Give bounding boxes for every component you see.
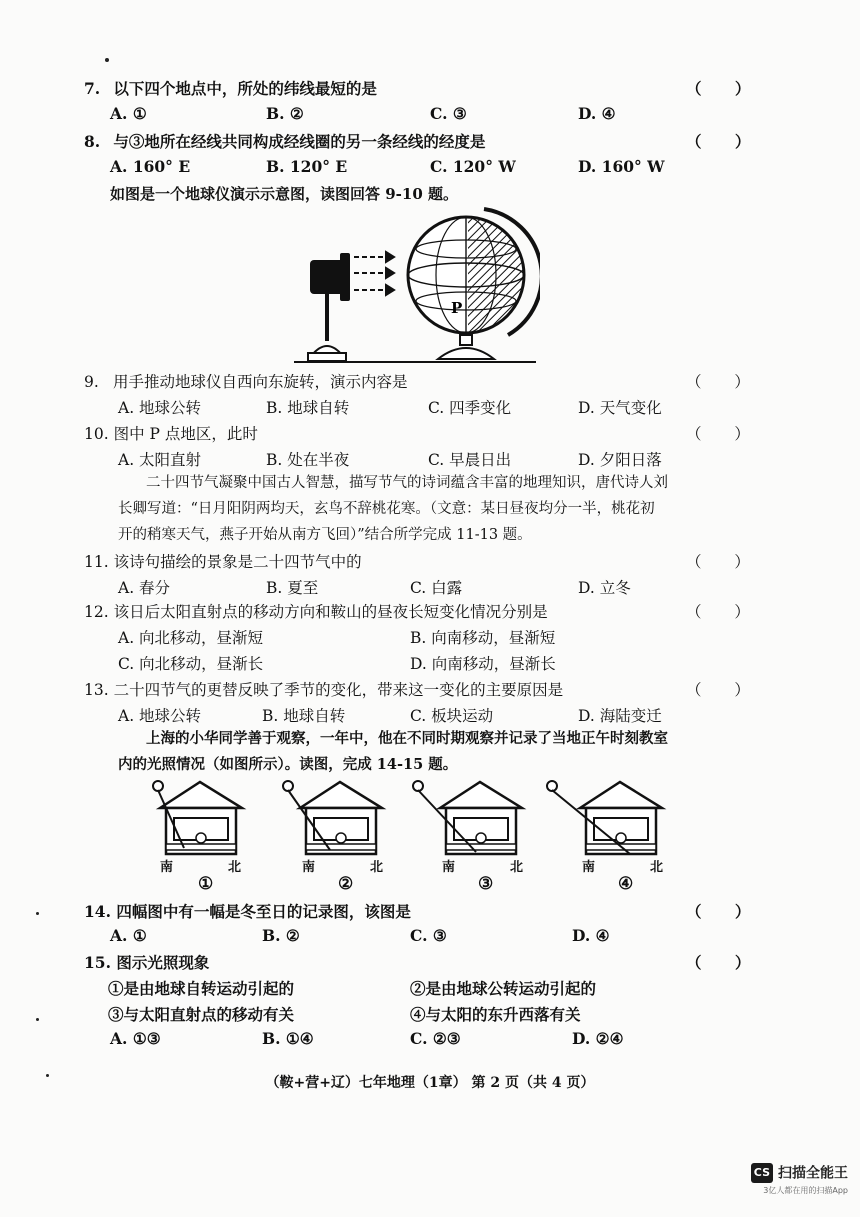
statement: ②是由地球公转运动引起的 — [410, 979, 597, 998]
option-a[interactable]: A. 地球公转 — [118, 707, 202, 725]
passage-line: 开的稍寒天气，燕子开始从南方飞回）”结合所学完成 11-13 题。 — [118, 527, 532, 543]
sun-icon — [413, 781, 423, 791]
classroom-house-icon — [300, 782, 382, 854]
question-7 — [84, 77, 377, 99]
option-d[interactable]: D. 向南移动，昼渐长 — [410, 655, 556, 673]
scan-speck — [46, 1074, 49, 1077]
answer-blank[interactable]: （ ） — [686, 425, 764, 443]
statement: ③与太阳直射点的移动有关 — [108, 1005, 295, 1024]
answer-blank[interactable]: （ ） — [686, 553, 764, 571]
question-text: 该日后太阳直射点的移动方向和鞍山的昼夜长短变化情况分别是 — [113, 603, 548, 621]
globe-demo-figure — [290, 205, 540, 367]
option-c[interactable]: C. 白露 — [410, 579, 463, 597]
classroom-house-icon — [440, 782, 522, 854]
question-13 — [84, 678, 563, 700]
answer-blank[interactable]: （ ） — [686, 373, 764, 391]
south-label: 南 — [582, 860, 596, 875]
option-a[interactable]: A. 太阳直射 — [118, 451, 202, 469]
fan-icon — [308, 253, 350, 361]
passage-line: 二十四节气凝聚中国古人智慧，描写节气的诗词蕴含丰富的地理知识，唐代诗人刘 — [146, 475, 668, 491]
option-b[interactable]: B. 地球自转 — [266, 399, 350, 417]
reading-passage — [118, 470, 758, 548]
option-d[interactable]: D. ④ — [578, 104, 616, 123]
option-a[interactable]: A. ① — [110, 104, 147, 123]
sun-icon — [283, 781, 293, 791]
question-9 — [84, 370, 407, 392]
option-d[interactable]: D. 天气变化 — [578, 399, 662, 417]
brand-name: 扫描全能王 — [778, 1165, 848, 1182]
option-b[interactable]: B. 夏至 — [266, 579, 319, 597]
question-text: 图中 P 点地区，此时 — [113, 425, 258, 443]
question-text: 与③地所在经线共同构成经线圈的另一条经线的经度是 — [113, 132, 486, 151]
option-a[interactable]: A. ①③ — [110, 1029, 161, 1048]
option-a[interactable]: A. 春分 — [118, 579, 171, 597]
option-d[interactable]: D. ④ — [572, 926, 610, 945]
figure-number: ④ — [618, 874, 634, 894]
question-number: 10. — [84, 425, 109, 443]
statement: ④与太阳的东升西落有关 — [410, 1005, 581, 1024]
option-d[interactable]: D. 立冬 — [578, 579, 631, 597]
scan-speck — [36, 912, 39, 915]
option-d[interactable]: D. 夕阳日落 — [578, 451, 662, 469]
classroom-house-icon — [580, 782, 662, 854]
passage-line: 长卿写道：“日月阳阴两均天，玄鸟不辞桃花寒。（文意：某日昼夜均分一半，桃花初 — [118, 501, 655, 517]
question-number: 9. — [84, 373, 99, 391]
question-text: 该诗句描绘的景象是二十四节气中的 — [113, 553, 362, 571]
reading-passage — [118, 726, 758, 778]
wind-arrows-icon — [354, 252, 394, 295]
cs-logo-icon: CS — [751, 1163, 773, 1183]
north-label: 北 — [370, 860, 384, 875]
option-b[interactable]: B. ①④ — [262, 1029, 314, 1048]
option-b[interactable]: B. 处在半夜 — [266, 451, 350, 469]
option-c[interactable]: C. 向北移动，昼渐长 — [118, 655, 264, 673]
question-12 — [84, 600, 548, 622]
option-c[interactable]: C. 早晨日出 — [428, 451, 512, 469]
scanner-watermark — [751, 1162, 848, 1196]
option-c[interactable]: C. ③ — [410, 926, 447, 945]
option-d[interactable]: D. 160° W — [578, 157, 665, 176]
north-label: 北 — [228, 860, 242, 875]
option-b[interactable]: B. 地球自转 — [262, 707, 346, 725]
question-number: 15. — [84, 953, 111, 972]
south-label: 南 — [302, 860, 316, 875]
scan-speck — [105, 58, 109, 62]
option-a[interactable]: A. 地球公转 — [118, 399, 202, 417]
option-d[interactable]: D. 海陆变迁 — [578, 707, 662, 725]
question-11 — [84, 550, 362, 572]
answer-blank[interactable]: （ ） — [686, 603, 764, 621]
question-number: 12. — [84, 603, 109, 621]
question-number: 8. — [84, 132, 101, 151]
question-8 — [84, 130, 485, 152]
question-15 — [84, 951, 209, 973]
option-c[interactable]: C. ③ — [430, 104, 467, 123]
passage-line: 内的光照情况（如图所示）。读图，完成 14-15 题。 — [118, 756, 458, 773]
option-c[interactable]: C. ②③ — [410, 1029, 461, 1048]
globe-icon — [392, 205, 540, 359]
classroom-house-icon — [160, 782, 242, 854]
option-a[interactable]: A. 160° E — [110, 157, 191, 176]
figure-number: ② — [338, 874, 354, 894]
figure-number: ① — [198, 874, 214, 894]
classroom-light-figure — [140, 778, 680, 860]
option-c[interactable]: C. 120° W — [430, 157, 516, 176]
option-b[interactable]: B. ② — [262, 926, 300, 945]
section-intro: 如图是一个地球仪演示示意图，读图回答 9-10 题。 — [110, 185, 458, 203]
south-label: 南 — [442, 860, 456, 875]
question-10 — [84, 422, 258, 444]
question-text: 以下四个地点中，所处的纬线最短的是 — [113, 79, 377, 98]
question-text: 用手推动地球仪自西向东旋转，演示内容是 — [112, 373, 408, 391]
option-b[interactable]: B. 120° E — [266, 157, 348, 176]
option-b[interactable]: B. ② — [266, 104, 304, 123]
point-p-label: P — [451, 299, 463, 317]
option-a[interactable]: A. 向北移动，昼渐短 — [118, 629, 264, 647]
question-14 — [84, 900, 411, 922]
north-label: 北 — [510, 860, 524, 875]
passage-line: 上海的小华同学善于观察，一年中，他在不同时期观察并记录了当地正午时刻教室 — [146, 730, 668, 747]
option-d[interactable]: D. ②④ — [572, 1029, 624, 1048]
answer-blank[interactable]: （ ） — [686, 902, 765, 921]
option-c[interactable]: C. 板块运动 — [410, 707, 494, 725]
north-label: 北 — [650, 860, 664, 875]
question-number: 13. — [84, 681, 109, 699]
option-c[interactable]: C. 四季变化 — [428, 399, 512, 417]
question-text: 四幅图中有一幅是冬至日的记录图，该图是 — [116, 902, 411, 921]
answer-blank[interactable]: （ ） — [686, 681, 764, 699]
question-text: 图示光照现象 — [116, 953, 210, 972]
question-number: 14. — [84, 902, 111, 921]
figure-number: ③ — [478, 874, 494, 894]
statement: ①是由地球自转运动引起的 — [108, 979, 295, 998]
brand-tagline: 3亿人都在用的扫描App — [763, 1185, 848, 1195]
answer-blank[interactable]: （ ） — [686, 132, 765, 151]
question-text: 二十四节气的更替反映了季节的变化，带来这一变化的主要原因是 — [113, 681, 564, 699]
option-b[interactable]: B. 向南移动，昼渐短 — [410, 629, 556, 647]
question-number: 7. — [84, 79, 101, 98]
page-footer: （鞍+营+辽）七年地理（1章） 第 2 页（共 4 页） — [265, 1075, 595, 1091]
sun-icon — [153, 781, 163, 791]
scan-speck — [36, 1018, 39, 1021]
south-label: 南 — [160, 860, 174, 875]
answer-blank[interactable]: （ ） — [686, 79, 765, 98]
answer-blank[interactable]: （ ） — [686, 953, 765, 972]
sun-icon — [547, 781, 557, 791]
question-number: 11. — [84, 553, 109, 571]
option-a[interactable]: A. ① — [110, 926, 147, 945]
